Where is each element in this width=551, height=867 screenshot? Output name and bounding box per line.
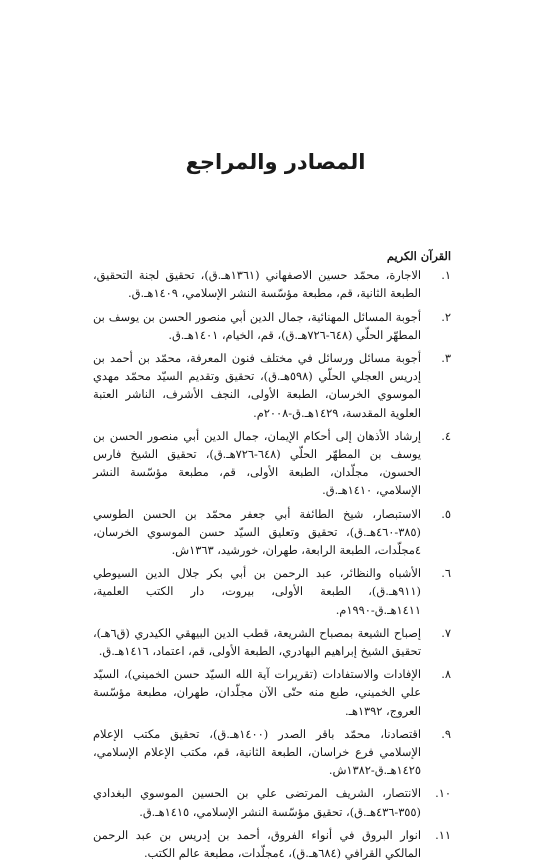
reference-number: ٨. <box>441 667 451 682</box>
references-list <box>93 247 451 867</box>
reference-number: ١٠. <box>435 786 451 801</box>
reference-item <box>93 349 451 422</box>
reference-text: اقتصادنا، محمّد باقر الصدر (١٤٠٠هـ.ق)، تحقيق مكتب الإعلام الإسلامي فرع خراسان، الطبعة الثانية، قم، مكتب الإعلام الإسلامي، ١٤٢٥هـ.ق-١٣٨٢ش. <box>93 726 422 778</box>
reference-number: ١. <box>441 268 451 283</box>
reference-item <box>93 665 451 720</box>
reference-number: ٣. <box>441 351 451 366</box>
reference-item <box>93 725 451 780</box>
reference-item <box>93 564 451 619</box>
reference-number: ١١. <box>435 827 451 842</box>
reference-text: انوار البروق في أنواء الفروق، أحمد بن إدريس بن عبد الرحمن المالكي القرافي (٦٨٤هـ.ق)، ٤مجلّدات، مطبعة عالم الكتب. <box>93 827 421 861</box>
section-heading: القرآن الكريم <box>386 249 451 263</box>
reference-number: ٥. <box>441 506 451 521</box>
reference-item <box>93 427 451 500</box>
reference-item <box>93 266 451 302</box>
reference-items <box>93 266 451 862</box>
reference-number: ٦. <box>441 566 451 581</box>
reference-number: ٩. <box>441 726 451 741</box>
reference-text: إرشاد الأذهان إلى أحكام الإيمان، جمال الدين أبي منصور الحسن بن يوسف بن المطهّر الحلّي (٦٤٨-٧٢٦هـ.ق)، تحقيق الشيخ فارس الحسون، مجلّدان، الطبعة الأولى، قم، مطبعة مؤسّسة النشر الإسلامي، ١٤١٠هـ.ق. <box>93 428 421 498</box>
reference-item <box>93 505 451 560</box>
reference-item <box>93 624 451 660</box>
reference-text: الانتصار، الشريف المرتضى علي بن الحسين الموسوي البغدادي (٣٥٥-٤٣٦هـ.ق)، تحقيق مؤسّسة النشر الإسلامي، ١٤١٥هـ.ق. <box>93 786 421 819</box>
reference-item <box>93 308 451 344</box>
reference-text: أجوبة المسائل المهنائية، جمال الدين أبي منصور الحسن بن يوسف بن المطهّر الحلّي (٦٤٨-٧٢٦هـ.ق)، قم، الخيام، ١٤٠١هـ.ق. <box>93 309 421 342</box>
reference-number: ٧. <box>441 625 451 640</box>
reference-item <box>93 826 451 862</box>
reference-text: أجوبة مسائل ورسائل في مختلف فنون المعرفة، محمّد بن أحمد بن إدريس العجلي الحلّي (٥٩٨هـ.ق)، تحقيق وتقديم السيّد محمّد مهدي الموسوي الخرسان، الطبعة الأولى، النجف الأشرف، الناشر العتبة العلوية المقدسة، ١٤٢٩هـ.ق-٢٠٠٨م. <box>93 351 421 420</box>
reference-item <box>93 784 451 820</box>
reference-text: الاستبصار، شيخ الطائفة أبي جعفر محمّد بن الحسن الطوسي (٣٨٥-٤٦٠هـ.ق)، تحقيق وتعليق السيّد حسن الموسوي الخرسان، ٤مجلّدات، الطبعة الرابعة، طهران، خورشيد، ١٣٦٣ش. <box>93 506 421 558</box>
reference-text: الأشباه والنظائر، عبد الرحمن بن أبي بكر جلال الدين السيوطي (٩١١هـ.ق)، الطبعة الأولى، بيروت، دار الكتب العلمية، ١٤١١هـ.ق-١٩٩٠م. <box>93 566 421 617</box>
reference-number: ٤. <box>441 428 451 443</box>
reference-text: إصباح الشيعة بمصباح الشريعة، قطب الدين البيهقي الكيدري (ق٦هـ)، تحقيق الشيخ إبراهيم البهادري، الطبعة الأولى، قم، اعتماد، ١٤١٦هـ.ق. <box>93 625 421 659</box>
page-title: المصادر والمراجع <box>185 150 366 174</box>
reference-text: الإفادات والاستفادات (تقريرات آية الله السيّد حسن الخميني)، السيّد علي الخميني، طبع منه حتّى الآن مجلّدان، طهران، مطبعة مؤسّسة العروج، ١٣٩٢هـ. <box>93 667 421 718</box>
reference-text: الاجارة، محمّد حسين الاصفهاني (١٣٦١هـ.ق)، تحقيق لجنة التحقيق، الطبعة الثانية، قم، مطبعة مؤسّسة النشر الإسلامي، ١٤٠٩هـ.ق. <box>93 268 421 301</box>
reference-number: ٢. <box>441 309 451 324</box>
